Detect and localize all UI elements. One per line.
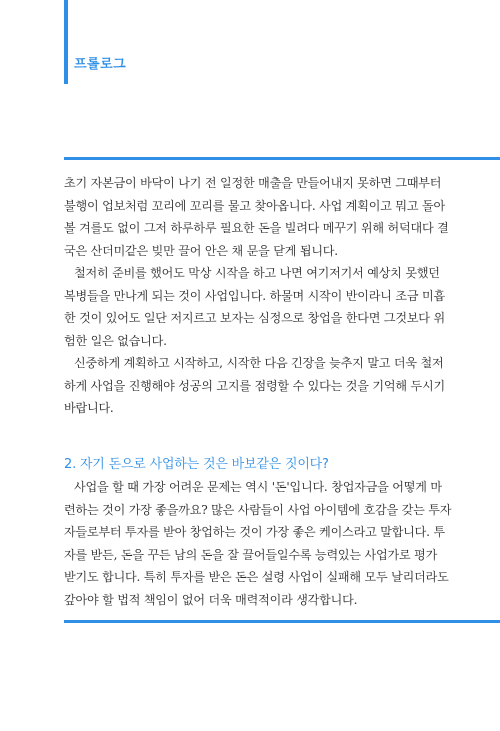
text-line: 국은 산더미같은 빚만 끌어 안은 채 문을 닫게 됩니다.	[64, 243, 338, 258]
text-line: 신중하게 계획하고 시작하고, 시작한 다음 긴장을 늦추지 말고 더욱 철저	[74, 356, 444, 370]
text-line: 볼 겨를도 없이 그저 하루하루 필요한 돈을 빌려다 메꾸기 위해 허덕대다 결	[64, 221, 449, 235]
paragraph-3	[64, 352, 448, 420]
text-line: 한 것이 있어도 일단 저지르고 보자는 심정으로 창업을 한다면 그것보다 위	[64, 311, 445, 325]
paragraph-1	[64, 172, 448, 352]
section-body	[64, 476, 452, 611]
top-divider	[64, 157, 500, 160]
accent-bar	[64, 0, 68, 84]
text-line: 자들로부터 투자를 받아 창업하는 것이 가장 좋은 케이스라고 말합니다. 투	[64, 525, 445, 539]
text-line: 초기 자본금이 바닥이 나기 전 일정한 매출을 만들어내지 못하면 그때부터	[64, 176, 442, 190]
text-line: 불행이 업보처럼 꼬리에 꼬리를 물고 찾아옵니다. 사업 계획이고 뭐고 돌아	[64, 198, 445, 213]
section-heading: 2. 자기 돈으로 사업하는 것은 바보같은 짓이다?	[64, 457, 329, 472]
text-line: 자를 받든, 돈을 꾸든 남의 돈을 잘 끌어들일수록 능력있는 사업가로 평가	[64, 547, 438, 562]
text-line: 받기도 합니다. 특히 투자를 받은 돈은 설령 사업이 실패해 모두 날리더라도	[64, 570, 449, 584]
text-line: 갚아야 할 법적 책임이 없어 더욱 매력적이라 생각합니다.	[64, 592, 358, 607]
text-line: 바랍니다.	[64, 401, 114, 415]
text-line: 철저히 준비를 했어도 막상 시작을 하고 나면 여기저기서 예상치 못했던	[74, 266, 440, 280]
text-line: 복병들을 만나게 되는 것이 사업입니다. 하물며 시작이 반이라니 조금 미흡	[64, 288, 445, 303]
text-line: 사업을 할 때 가장 어려운 문제는 역시 '돈'입니다. 창업자금을 어떻게 마	[74, 480, 442, 494]
text-line: 험한 일은 없습니다.	[64, 333, 167, 348]
text-line: 련하는 것이 가장 좋을까요? 많은 사람들이 사업 아이템에 호감을 갖는 투자	[64, 502, 452, 517]
chapter-label: 프롤로그	[74, 57, 127, 72]
text-line: 하게 사업을 진행해야 성공의 고지를 점령할 수 있다는 것을 기억해 두시기	[64, 378, 445, 393]
bottom-divider	[64, 620, 500, 623]
